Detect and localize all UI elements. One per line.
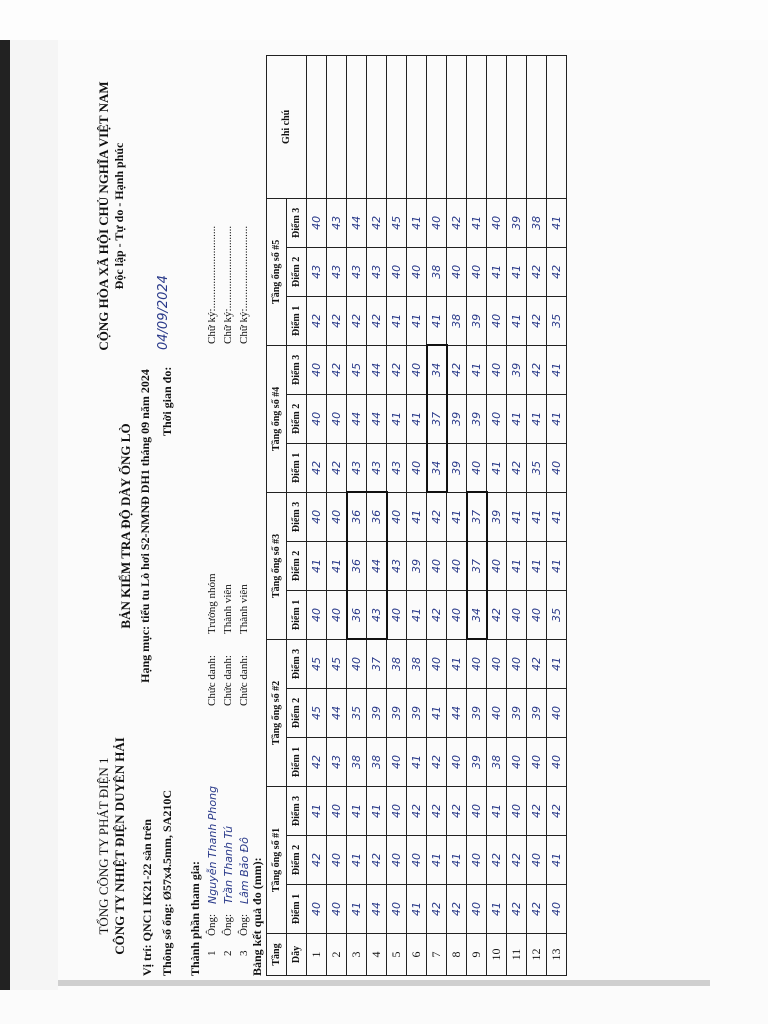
measurement-cell: 45 <box>347 345 367 394</box>
measurement-cell: 40 <box>507 737 527 786</box>
measurement-cell: 43 <box>347 247 367 296</box>
measurement-cell: 40 <box>467 836 487 885</box>
measurement-cell: 42 <box>427 590 447 639</box>
measurement-cell: 40 <box>327 492 347 541</box>
measurement-cell: 41 <box>527 394 547 443</box>
measurement-cell: 41 <box>407 737 427 786</box>
measurement-cell: 41 <box>447 836 467 885</box>
measurement-cell: 42 <box>507 443 527 492</box>
table-row <box>407 55 427 975</box>
measurement-cell: 39 <box>527 688 547 737</box>
measurement-cell: 41 <box>307 541 327 590</box>
notes-cell <box>467 55 487 198</box>
measurement-cell: 40 <box>407 836 427 885</box>
measurement-cell: 44 <box>367 885 387 934</box>
point-header: Điểm 2 <box>287 247 307 296</box>
nation-name: CỘNG HÒA XÃ HỘI CHỦ NGHĨA VIỆT NAM <box>96 81 111 351</box>
measurement-cell: 44 <box>367 394 387 443</box>
measurement-cell: 40 <box>427 541 447 590</box>
measurement-cell: 40 <box>307 492 327 541</box>
participant-name: Nguyễn Thanh Phong <box>206 785 219 904</box>
measurement-cell: 40 <box>307 394 327 443</box>
notes-cell <box>547 55 567 198</box>
measurement-cell: 41 <box>487 786 507 835</box>
measurement-cell: 41 <box>407 590 427 639</box>
national-header <box>96 56 127 376</box>
measurement-cell: 42 <box>427 737 447 786</box>
group-header: Tầng ống số #1 <box>267 786 287 933</box>
measurement-cell: 42 <box>527 639 547 688</box>
measurement-cell: 40 <box>387 836 407 885</box>
measurement-cell: 43 <box>327 198 347 247</box>
measurement-cell: 40 <box>327 394 347 443</box>
notes-cell <box>347 55 367 198</box>
notes-cell <box>427 55 447 198</box>
measurement-cell: 44 <box>367 345 387 394</box>
table-row <box>367 55 387 975</box>
measurement-cell: 39 <box>467 688 487 737</box>
point-header: Điểm 3 <box>287 345 307 394</box>
participant-row: 2 Ông: Trần Thanh Tú Chức danh: Thành viên Chữ ký:.............................. <box>222 225 235 956</box>
measurement-cell: 40 <box>347 639 367 688</box>
measurement-cell: 40 <box>447 590 467 639</box>
measurement-cell: 43 <box>387 443 407 492</box>
measurement-cell: 41 <box>467 345 487 394</box>
row-number: 6 <box>407 934 427 976</box>
measurement-cell: 42 <box>447 885 467 934</box>
table-row <box>527 55 547 975</box>
measurement-cell: 40 <box>327 836 347 885</box>
row-number: 3 <box>347 934 367 976</box>
measurement-cell: 42 <box>307 737 327 786</box>
day-header: Dãy <box>287 934 307 976</box>
notes-cell <box>387 55 407 198</box>
point-header: Điểm 1 <box>287 885 307 934</box>
measurement-cell: 40 <box>487 688 507 737</box>
measurement-cell: 41 <box>447 639 467 688</box>
measurement-cell: 40 <box>427 639 447 688</box>
measurement-cell: 39 <box>447 443 467 492</box>
measurement-cell: 42 <box>427 492 447 541</box>
document-subtitle: Hạng mục: tiểu tu Lò hơi S2-NMNĐ DH1 tháng 09 năm 2024 <box>138 369 152 683</box>
signature-field: Chữ ký:.............................. <box>222 225 234 344</box>
participant-name: Trần Thanh Tú <box>222 825 235 904</box>
signature-field: Chữ ký:.............................. <box>206 225 218 344</box>
measurement-cell: 37 <box>467 492 487 541</box>
measurement-cell: 40 <box>547 885 567 934</box>
measurement-cell: 42 <box>367 198 387 247</box>
position-line: Vị trí: QNC1 IK21-22 sàn trên <box>140 819 154 976</box>
measurement-cell: 39 <box>467 394 487 443</box>
measurement-cell: 41 <box>427 688 447 737</box>
row-number: 8 <box>447 934 467 976</box>
measurement-cell: 42 <box>487 836 507 885</box>
measurement-cell: 41 <box>347 885 367 934</box>
measurement-cell: 41 <box>527 541 547 590</box>
parent-company: TỔNG CÔNG TY PHÁT ĐIỆN 1 <box>96 757 111 935</box>
measurement-cell: 42 <box>507 836 527 885</box>
measurement-cell: 42 <box>307 296 327 345</box>
measurement-cell: 38 <box>407 639 427 688</box>
measurement-cell: 41 <box>347 836 367 885</box>
signature-field: Chữ ký:.............................. <box>238 225 250 344</box>
measurement-cell: 40 <box>407 443 427 492</box>
measurement-cell: 40 <box>487 394 507 443</box>
measurement-cell: 42 <box>367 836 387 885</box>
measurement-cell: 40 <box>487 541 507 590</box>
measurement-cell: 42 <box>387 345 407 394</box>
measurement-cell: 40 <box>307 590 327 639</box>
group-header: Tầng ống số #5 <box>267 198 287 345</box>
measurement-cell: 40 <box>487 639 507 688</box>
table-row <box>467 55 487 975</box>
measurement-cell: 40 <box>487 198 507 247</box>
measurement-cell: 38 <box>347 737 367 786</box>
measurement-cell: 41 <box>367 786 387 835</box>
table-row <box>547 55 567 975</box>
measurement-cell: 39 <box>387 688 407 737</box>
measurement-cell: 40 <box>387 737 407 786</box>
measurement-cell: 36 <box>347 541 367 590</box>
measurement-cell: 40 <box>387 590 407 639</box>
measurement-cell: 41 <box>527 492 547 541</box>
measurement-cell: 38 <box>527 198 547 247</box>
measurement-cell: 41 <box>507 296 527 345</box>
pipe-spec-line: Thông số ống: Ø57x4.5mm, SA210C <box>160 789 174 976</box>
point-header: Điểm 2 <box>287 836 307 885</box>
measurement-cell: 40 <box>547 688 567 737</box>
point-header: Điểm 2 <box>287 688 307 737</box>
measurement-cell: 37 <box>467 541 487 590</box>
measurement-cell: 44 <box>327 688 347 737</box>
measurement-cell: 43 <box>307 247 327 296</box>
measurement-cell: 41 <box>407 394 427 443</box>
notes-cell <box>527 55 547 198</box>
measurement-cell: 41 <box>407 296 427 345</box>
notes-cell <box>447 55 467 198</box>
measurement-cell: 40 <box>307 885 327 934</box>
row-number: 9 <box>467 934 487 976</box>
table-row <box>487 55 507 975</box>
measurement-cell: 43 <box>387 541 407 590</box>
measurement-cell: 41 <box>467 198 487 247</box>
measurement-cell: 41 <box>487 885 507 934</box>
measurement-cell: 42 <box>547 247 567 296</box>
document-title: BẢN KIỂM TRA ĐỘ DÀY ỐNG LÒ <box>118 423 133 629</box>
table-row <box>387 55 407 975</box>
measurement-cell: 42 <box>307 443 327 492</box>
notes-cell <box>307 55 327 198</box>
measurement-cell: 40 <box>327 885 347 934</box>
measurement-cell: 41 <box>387 296 407 345</box>
measurement-cell: 39 <box>487 492 507 541</box>
participant-row: 1 Ông: Nguyễn Thanh Phong Chức danh: Trưởng nhóm Chữ ký:.............................. <box>206 225 219 956</box>
measurement-cell: 42 <box>447 345 467 394</box>
measurement-cell: 40 <box>447 737 467 786</box>
tang-header: Tầng <box>267 934 287 976</box>
measurement-cell: 42 <box>507 885 527 934</box>
measurement-cell: 41 <box>547 345 567 394</box>
measurement-cell: 40 <box>387 247 407 296</box>
table-row <box>447 55 467 975</box>
row-number: 13 <box>547 934 567 976</box>
measurement-cell: 42 <box>367 296 387 345</box>
measurement-cell: 41 <box>547 836 567 885</box>
measurement-cell: 40 <box>487 345 507 394</box>
measurement-cell: 39 <box>407 688 427 737</box>
measurement-cell: 41 <box>547 394 567 443</box>
measurement-cell: 38 <box>367 737 387 786</box>
measurement-cell: 41 <box>347 786 367 835</box>
measurement-cell: 44 <box>367 541 387 590</box>
point-header: Điểm 3 <box>287 198 307 247</box>
point-header: Điểm 2 <box>287 394 307 443</box>
measurement-cell: 40 <box>327 786 347 835</box>
measurement-cell: 40 <box>507 590 527 639</box>
measurement-cell: 41 <box>507 394 527 443</box>
measurement-cell: 41 <box>327 541 347 590</box>
table-row <box>327 55 347 975</box>
measurement-cell: 41 <box>507 492 527 541</box>
measurement-cell: 42 <box>347 296 367 345</box>
measurement-cell: 38 <box>487 737 507 786</box>
measurement-cell: 44 <box>347 198 367 247</box>
measurement-cell: 43 <box>327 247 347 296</box>
measurement-cell: 39 <box>507 688 527 737</box>
measurement-cell: 39 <box>467 737 487 786</box>
participant-row: 3 Ông: Lâm Bảo Đô Chức danh: Thành viên Chữ ký:.............................. <box>238 225 251 956</box>
point-header: Điểm 2 <box>287 541 307 590</box>
table-row <box>347 55 367 975</box>
row-number: 1 <box>307 934 327 976</box>
point-header: Điểm 3 <box>287 639 307 688</box>
measurement-cell: 43 <box>367 247 387 296</box>
measurement-cell: 42 <box>487 590 507 639</box>
measurement-cell: 40 <box>327 590 347 639</box>
scan-top-margin <box>0 0 768 40</box>
measurement-cell: 38 <box>447 296 467 345</box>
measurement-cell: 44 <box>447 688 467 737</box>
point-header: Điểm 1 <box>287 296 307 345</box>
measurement-cell: 40 <box>467 786 487 835</box>
participant-name: Lâm Bảo Đô <box>238 837 251 904</box>
table-row <box>507 55 527 975</box>
group-header: Tầng ống số #3 <box>267 492 287 639</box>
measurement-cell: 41 <box>487 247 507 296</box>
measurement-cell: 40 <box>467 639 487 688</box>
measurement-cell: 42 <box>407 786 427 835</box>
point-header: Điểm 3 <box>287 492 307 541</box>
row-number: 5 <box>387 934 407 976</box>
results-label: Bảng kết quả đo (mm): <box>250 857 264 976</box>
measurement-cell: 41 <box>547 198 567 247</box>
inspection-document <box>88 46 708 986</box>
measurement-cell: 42 <box>307 836 327 885</box>
measurement-cell: 40 <box>407 247 427 296</box>
time-label: Thời gian đo: <box>160 366 174 436</box>
measurement-cell: 41 <box>427 296 447 345</box>
measurement-cell: 43 <box>327 737 347 786</box>
measurement-cell: 42 <box>527 247 547 296</box>
measurement-cell: 39 <box>407 541 427 590</box>
measurement-cell: 42 <box>447 786 467 835</box>
row-number: 10 <box>487 934 507 976</box>
measurement-cell: 40 <box>547 737 567 786</box>
measurement-cell: 40 <box>547 443 567 492</box>
measurement-cell: 45 <box>327 639 347 688</box>
measurement-cell: 41 <box>507 541 527 590</box>
measurement-cell: 35 <box>527 443 547 492</box>
group-header-row <box>267 55 287 975</box>
measurement-cell: 34 <box>427 345 447 394</box>
table-row <box>307 55 327 975</box>
measurement-cell: 41 <box>407 492 427 541</box>
measurement-cell: 38 <box>427 247 447 296</box>
measurement-cell: 40 <box>387 786 407 835</box>
measurement-cell: 40 <box>447 247 467 296</box>
measurement-cell: 40 <box>407 345 427 394</box>
measurement-cell: 34 <box>427 443 447 492</box>
point-header: Điểm 3 <box>287 786 307 835</box>
scan-left-edge <box>0 40 58 990</box>
row-number: 7 <box>427 934 447 976</box>
measurement-cell: 38 <box>387 639 407 688</box>
row-number: 4 <box>367 934 387 976</box>
measurement-cell: 45 <box>387 198 407 247</box>
participants-label: Thành phần tham gia: <box>188 860 202 976</box>
measurement-cell: 40 <box>527 836 547 885</box>
row-number: 12 <box>527 934 547 976</box>
point-header: Điểm 1 <box>287 737 307 786</box>
thickness-table <box>266 55 567 976</box>
group-header: Tầng ống số #4 <box>267 345 287 492</box>
measurement-cell: 44 <box>347 394 367 443</box>
measurement-cell: 40 <box>307 198 327 247</box>
point-header: Điểm 1 <box>287 443 307 492</box>
measurement-cell: 36 <box>367 492 387 541</box>
measurement-cell: 40 <box>387 885 407 934</box>
time-value: 04/09/2024 <box>156 275 171 350</box>
measurement-cell: 35 <box>347 688 367 737</box>
measurement-cell: 40 <box>427 198 447 247</box>
notes-cell <box>407 55 427 198</box>
measurement-cell: 41 <box>547 541 567 590</box>
measurement-cell: 42 <box>327 443 347 492</box>
notes-cell <box>367 55 387 198</box>
measurement-cell: 42 <box>327 296 347 345</box>
measurement-cell: 41 <box>447 492 467 541</box>
measurement-cell: 40 <box>467 443 487 492</box>
notes-cell <box>327 55 347 198</box>
measurement-cell: 41 <box>307 786 327 835</box>
national-motto: Độc lập - Tự do - Hạnh phúc <box>112 142 126 290</box>
measurement-cell: 40 <box>467 247 487 296</box>
row-number: 11 <box>507 934 527 976</box>
measurement-cell: 43 <box>347 443 367 492</box>
measurement-cell: 35 <box>547 296 567 345</box>
measurement-cell: 35 <box>547 590 567 639</box>
measurement-cell: 36 <box>347 590 367 639</box>
measurement-cell: 41 <box>507 247 527 296</box>
measurement-cell: 37 <box>367 639 387 688</box>
measurement-cell: 40 <box>467 885 487 934</box>
measurement-cell: 40 <box>447 541 467 590</box>
measurement-cell: 43 <box>367 443 387 492</box>
measurement-cell: 45 <box>307 688 327 737</box>
measurement-cell: 42 <box>527 296 547 345</box>
notes-cell <box>487 55 507 198</box>
measurement-cell: 40 <box>487 296 507 345</box>
measurement-cell: 42 <box>427 786 447 835</box>
measurement-cell: 41 <box>487 443 507 492</box>
measurement-cell: 42 <box>447 198 467 247</box>
measurement-cell: 40 <box>307 345 327 394</box>
measurement-cell: 42 <box>547 786 567 835</box>
row-number: 2 <box>327 934 347 976</box>
measurement-cell: 37 <box>427 394 447 443</box>
measurement-cell: 40 <box>507 786 527 835</box>
measurement-cell: 41 <box>407 198 427 247</box>
measurement-cell: 41 <box>547 492 567 541</box>
measurement-cell: 40 <box>527 590 547 639</box>
company-header <box>96 716 128 976</box>
measurement-cell: 39 <box>507 345 527 394</box>
measurement-cell: 34 <box>467 590 487 639</box>
measurement-cell: 40 <box>507 639 527 688</box>
point-header: Điểm 1 <box>287 590 307 639</box>
measurement-cell: 42 <box>527 786 547 835</box>
measurement-cell: 41 <box>407 885 427 934</box>
measurement-cell: 42 <box>427 885 447 934</box>
measurement-cell: 41 <box>547 639 567 688</box>
measurement-cell: 39 <box>447 394 467 443</box>
measurement-cell: 40 <box>387 492 407 541</box>
measurement-cell: 39 <box>467 296 487 345</box>
measurement-cell: 40 <box>527 737 547 786</box>
group-header: Tầng ống số #2 <box>267 639 287 786</box>
measurement-cell: 42 <box>527 885 547 934</box>
notes-header: Ghi chú <box>267 55 307 198</box>
measurement-cell: 36 <box>347 492 367 541</box>
measurement-cell: 41 <box>427 836 447 885</box>
measurement-cell: 41 <box>387 394 407 443</box>
measurement-cell: 42 <box>527 345 547 394</box>
measurement-cell: 42 <box>327 345 347 394</box>
measurement-cell: 45 <box>307 639 327 688</box>
measurement-cell: 39 <box>367 688 387 737</box>
notes-cell <box>507 55 527 198</box>
company-name: CÔNG TY NHIỆT ĐIỆN DUYÊN HẢI <box>112 737 127 955</box>
measurement-cell: 43 <box>367 590 387 639</box>
table-row <box>427 55 447 975</box>
measurement-cell: 39 <box>507 198 527 247</box>
